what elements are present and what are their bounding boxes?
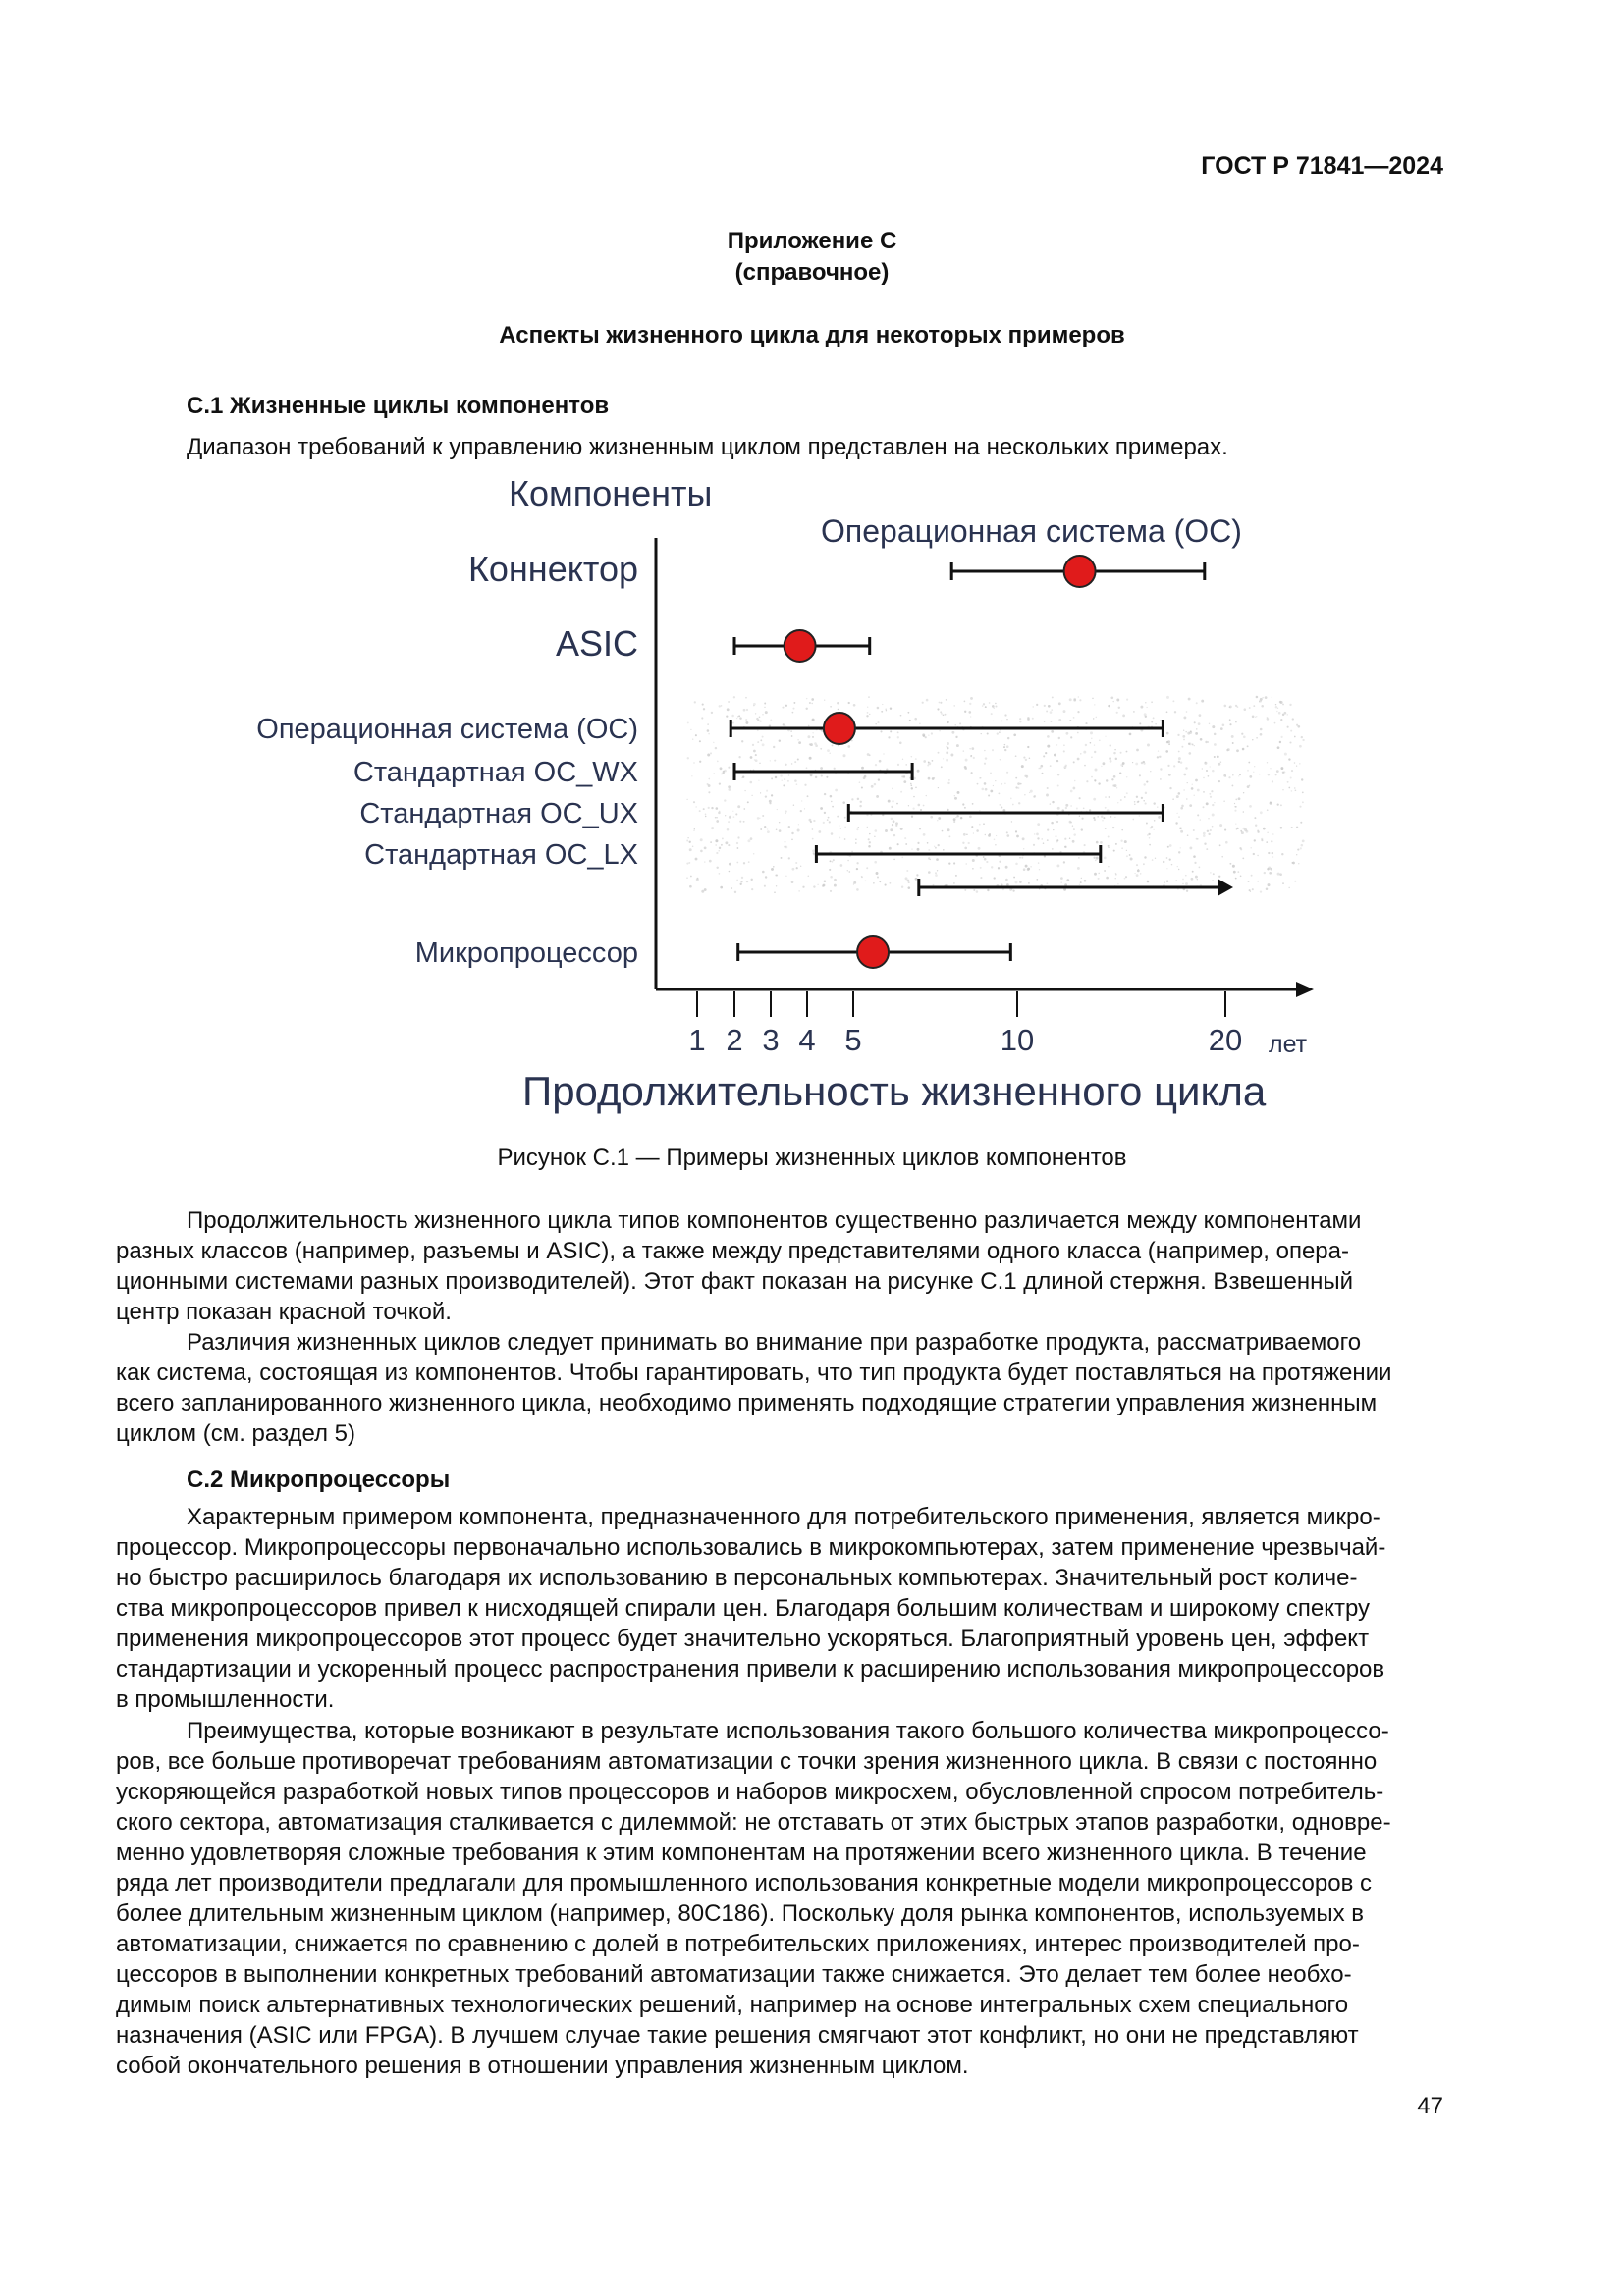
paragraph-3-line: в промышленности.	[116, 1686, 335, 1713]
weighted-center-dot	[785, 630, 816, 662]
paragraph-3-line: Характерным примером компонента, предназначенного для потребительского применения, является микро-	[187, 1504, 1380, 1530]
paragraph-1	[116, 1205, 1439, 1327]
row-label: Операционная система (ОС)	[256, 714, 638, 745]
paragraph-4	[116, 1716, 1439, 2081]
section-1-heading: С.1 Жизненные циклы компонентов	[187, 393, 610, 419]
x-axis-title: Продолжительность жизненного цикла	[522, 1068, 1267, 1114]
paragraph-3-line: стандартизации и ускоренный процесс распространения привели к расширению использования микропроцессоров	[116, 1656, 1385, 1682]
paragraph-1-line: разных классов (например, разъемы и ASIC), а также между представителями одного класса (например, опера-	[116, 1238, 1349, 1264]
paragraph-4-line: назначения (ASIC или FPGA). В лучшем случае такие решения смягчают этот конфликт, но они не представляют	[116, 2022, 1359, 2049]
row-label: ASIC	[555, 623, 638, 664]
paragraph-1-line: центр показан красной точкой.	[116, 1299, 452, 1325]
appendix-subtitle: (справочное)	[734, 259, 890, 286]
section-1-intro: Диапазон требований к управлению жизненным циклом представлен на нескольких примерах.	[187, 434, 1228, 460]
appendix-heading: Аспекты жизненного цикла для некоторых примеров	[499, 322, 1125, 348]
paragraph-3	[116, 1502, 1439, 1715]
paragraph-3-line: применения микропроцессоров этот процесс будет значительно ускоряться. Благоприятный уровень цен, эффект	[116, 1626, 1370, 1652]
x-tick-label: 4	[798, 1023, 816, 1057]
x-unit-label: лет	[1269, 1031, 1308, 1058]
range-arrow	[1218, 879, 1233, 896]
x-tick-label: 1	[688, 1023, 706, 1057]
x-tick-label: 5	[844, 1023, 862, 1057]
paragraph-2	[116, 1327, 1439, 1449]
row-label: Микропроцессор	[414, 937, 638, 969]
paragraph-4-line: более длительным жизненным циклом (например, 80С186). Поскольку доля рынка компонентов, используемых в	[116, 1900, 1364, 1927]
paragraph-1-line: ционными системами разных производителей). Этот факт показан на рисунке С.1 длиной стержня. Взвешенный	[116, 1268, 1354, 1295]
weighted-center-dot	[857, 936, 889, 968]
paragraph-3-line: ства микропроцессоров привел к нисходящей спирали цен. Благодаря большим количествам и широкому спектру	[116, 1595, 1371, 1622]
row-label: Стандартная ОС_UX	[359, 798, 638, 829]
paragraph-1-line: Продолжительность жизненного цикла типов компонентов существенно различается между компонентами	[187, 1207, 1362, 1234]
paragraph-4-line: ускоряющейся разработкой новых типов процессоров и наборов микросхем, обусловленной спросом потребитель-	[116, 1779, 1384, 1805]
paragraph-4-line: менно удовлетворяя сложные требования к этим компонентам на протяжении всего жизненного цикла. В течение	[116, 1840, 1367, 1866]
x-axis-arrow	[1296, 982, 1314, 997]
lifecycle-chart	[0, 461, 1624, 1129]
paragraph-4-line: Преимущества, которые возникают в результате использования такого большого количества микропроцессо-	[187, 1718, 1389, 1744]
weighted-center-dot	[1064, 556, 1096, 587]
figure-caption: Рисунок С.1 — Примеры жизненных циклов компонентов	[497, 1145, 1127, 1171]
section-2-heading: С.2 Микропроцессоры	[187, 1467, 451, 1493]
paragraph-2-line: как система, состоящая из компонентов. Чтобы гарантировать, что тип продукта будет поставляться на протяжении	[116, 1360, 1392, 1386]
paragraph-4-line: автоматизации, снижается по сравнению с долей в потребительских приложениях, интерес производителей про-	[116, 1931, 1360, 1957]
paragraph-4-line: димым поиск альтернативных технологических решений, например на основе интегральных схем специального	[116, 1992, 1349, 2018]
x-tick-label: 3	[762, 1023, 780, 1057]
row-label: Стандартная ОС_LX	[364, 839, 638, 871]
document-number: ГОСТ Р 71841—2024	[1201, 152, 1443, 180]
paragraph-4-line: ров, все больше противоречат требованиям автоматизации с точки зрения жизненного цикла. В связи с постоянно	[116, 1748, 1378, 1775]
chart-background-texture	[686, 696, 1305, 893]
paragraph-3-line: процессор. Микропроцессоры первоначально использовались в микрокомпьютерах, затем применение чрезвычай-	[116, 1534, 1386, 1561]
paragraph-3-line: но быстро расширилось благодаря их использованию в персональных компьютерах. Значительный рост количе-	[116, 1565, 1358, 1591]
paragraph-2-line: Различия жизненных циклов следует принимать во внимание при разработке продукта, рассматриваемого	[187, 1329, 1362, 1356]
x-tick-label: 10	[1000, 1023, 1035, 1057]
row-label: Стандартная ОС_WX	[352, 757, 638, 788]
appendix-title: Приложение С	[727, 228, 897, 254]
paragraph-4-line: цессоров в выполнении конкретных требований автоматизации также снижается. Это делает тем более необхо-	[116, 1961, 1352, 1988]
paragraph-2-line: циклом (см. раздел 5)	[116, 1420, 356, 1447]
paragraph-4-line: собой окончательного решения в отношении управления жизненным циклом.	[116, 2053, 969, 2079]
chart-top-label: Операционная система (ОС)	[821, 513, 1242, 549]
paragraph-4-line: ряда лет производители предлагали для промышленного использования конкретные модели микропроцессоров с	[116, 1870, 1373, 1896]
row-label: Коннектор	[467, 549, 638, 589]
weighted-center-dot	[824, 713, 855, 744]
x-tick-label: 2	[726, 1023, 743, 1057]
page-number: 47	[1417, 2093, 1443, 2119]
chart-title: Компоненты	[509, 473, 713, 513]
paragraph-4-line: ского сектора, автоматизация сталкивается с дилеммой: не отставать от этих быстрых этапов разработки, одновре-	[116, 1809, 1391, 1836]
x-tick-label: 20	[1208, 1023, 1243, 1057]
paragraph-2-line: всего запланированного жизненного цикла, необходимо применять подходящие стратегии управления жизненным	[116, 1390, 1378, 1416]
